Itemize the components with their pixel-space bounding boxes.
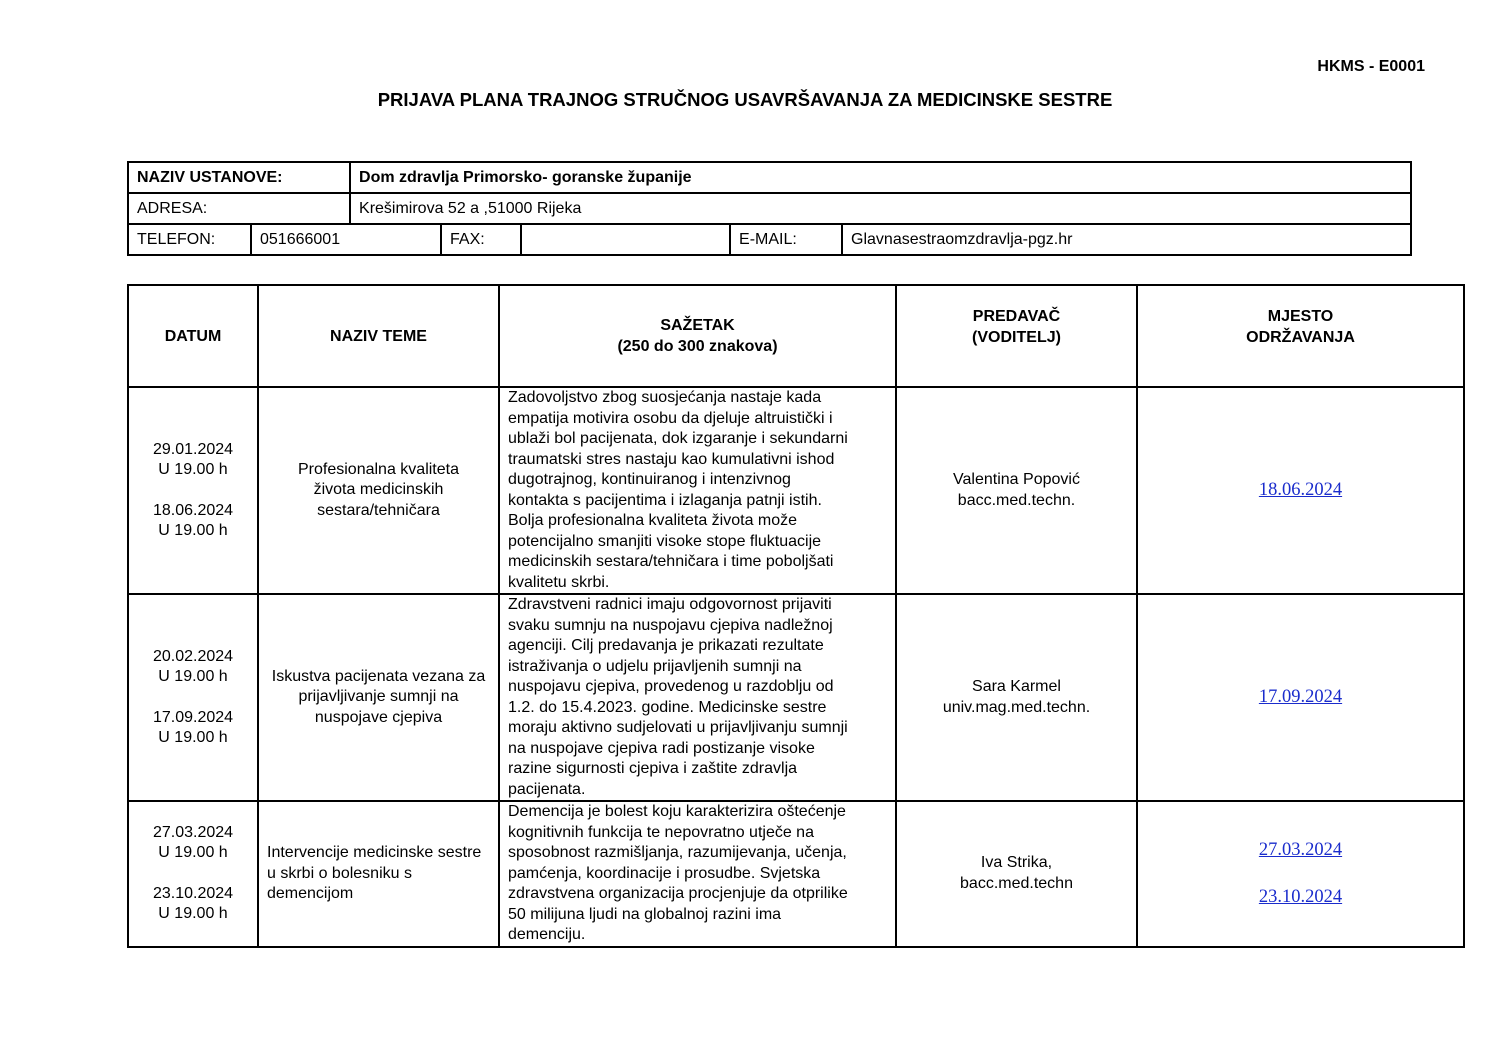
plan-header-row <box>128 285 1464 387</box>
time-2: U 19.00 h <box>158 729 228 746</box>
date-1: 20.02.2024 <box>152 647 234 665</box>
table-row <box>128 594 1464 801</box>
date-1: 29.01.2024 <box>152 440 234 458</box>
institution-name-row <box>128 162 1411 193</box>
lecturer-cell <box>896 594 1137 801</box>
date-2: 23.10.2024 <box>152 884 234 902</box>
summary-cell: Zadovoljstvo zbog suosjećanja nastaje kada empatija motivira osobu da djeluje altruistički i ublaži bol pacijenata, dok izgaranje i sekundarni traumatski stres nastaju kao kumulativni ishod dugotrajnog, kontinuiranog i intenzivnog kontakta s pacijentima i izlaganja patnji istih. Bolja profesionalna kvaliteta života može potencijalno smanjiti visoke stope fluktuacije medicinskih sestara/tehničara i time poboljšati kvalitetu skrbi. <box>499 387 896 594</box>
phone-label: TELEFON: <box>128 224 251 255</box>
lecturer-title: univ.mag.med.techn. <box>942 698 1091 716</box>
time-1: U 19.00 h <box>158 844 228 862</box>
lecturer-cell <box>896 387 1137 594</box>
date-cell <box>128 801 258 947</box>
lecturer-name: Sara Karmel <box>972 678 1061 695</box>
institution-contact-row <box>128 224 1411 255</box>
place-link[interactable]: 23.10.2024 <box>1258 886 1343 907</box>
header-date: DATUM <box>128 285 258 387</box>
table-row <box>128 387 1464 594</box>
date-cell <box>128 594 258 801</box>
date-cell <box>128 387 258 594</box>
email-value: Glavnasestraomzdravlja-pgz.hr <box>842 224 1411 255</box>
date-1: 27.03.2024 <box>152 823 234 841</box>
address-label: ADRESA: <box>128 193 350 224</box>
institution-name-label: NAZIV USTANOVE: <box>128 162 350 193</box>
place-link[interactable]: 17.09.2024 <box>1258 687 1343 708</box>
time-2: U 19.00 h <box>158 522 228 539</box>
lecturer-title: bacc.med.techn. <box>957 491 1076 509</box>
header-summary: SAŽETAK (250 do 300 znakova) <box>499 285 896 387</box>
plan-table <box>127 284 1465 948</box>
institution-address-row <box>128 193 1411 224</box>
place-cell <box>1137 594 1464 801</box>
date-2: 18.06.2024 <box>152 501 234 519</box>
institution-name-value: Dom zdravlja Primorsko- goranske županije <box>350 162 1411 193</box>
topic-cell: Profesionalna kvaliteta života medicinskih sestara/tehničara <box>258 387 499 594</box>
page-title: PRIJAVA PLANA TRAJNOG STRUČNOG USAVRŠAVANJA ZA MEDICINSKE SESTRE <box>377 89 1113 110</box>
topic-cell: Intervencije medicinske sestre u skrbi o bolesniku s demencijom <box>258 801 499 947</box>
place-cell <box>1137 387 1464 594</box>
lecturer-title: bacc.med.techn <box>960 874 1073 892</box>
place-link[interactable]: 27.03.2024 <box>1258 840 1343 861</box>
address-value: Krešimirova 52 a ,51000 Rijeka <box>350 193 1411 224</box>
table-row <box>128 801 1464 947</box>
email-label: E-MAIL: <box>730 224 842 255</box>
header-place: MJESTO ODRŽAVANJA <box>1137 285 1464 387</box>
time-2: U 19.00 h <box>158 905 228 923</box>
date-2: 17.09.2024 <box>152 708 234 726</box>
phone-value: 051666001 <box>251 224 441 255</box>
fax-value <box>521 224 730 255</box>
header-topic: NAZIV TEME <box>258 285 499 387</box>
lecturer-name: Valentina Popović <box>953 471 1080 488</box>
header-lecturer: PREDAVAČ (VODITELJ) <box>896 285 1137 387</box>
topic-cell: Iskustva pacijenata vezana za prijavljivanje sumnji na nuspojave cjepiva <box>258 594 499 801</box>
time-1: U 19.00 h <box>158 461 228 478</box>
fax-label: FAX: <box>441 224 521 255</box>
form-code: HKMS - E0001 <box>1317 58 1425 75</box>
place-cell <box>1137 801 1464 947</box>
summary-cell: Demencija je bolest koju karakterizira oštećenje kognitivnih funkcija te nepovratno utječe na sposobnost razmišljanja, razumijevanja, učenja, pamćenja, koordinacije i prosudbe. Svjetska zdravstvena organizacija procjenjuje da otprilike 50 milijuna ljudi na globalnoj razini ima demenciju. <box>499 801 896 947</box>
institution-table <box>127 161 1412 256</box>
place-link[interactable]: 18.06.2024 <box>1258 480 1343 501</box>
lecturer-cell <box>896 801 1137 947</box>
summary-cell: Zdravstveni radnici imaju odgovornost prijaviti svaku sumnju na nuspojavu cjepiva nadležnoj agenciji. Cilj predavanja je prikazati rezultate istraživanja o udjelu prijavljenih sumnji na nuspojavu cjepiva, provedenog u razdoblju od 1.2. do 15.4.2023. godine. Medicinske sestre moraju aktivno sudjelovati u prijavljivanju sumnji na nuspojave cjepiva radi postizanje visoke razine sigurnosti cjepiva i zaštite zdravlja pacijenata. <box>499 594 896 801</box>
lecturer-name: Iva Strika, <box>980 854 1053 872</box>
time-1: U 19.00 h <box>158 668 228 685</box>
